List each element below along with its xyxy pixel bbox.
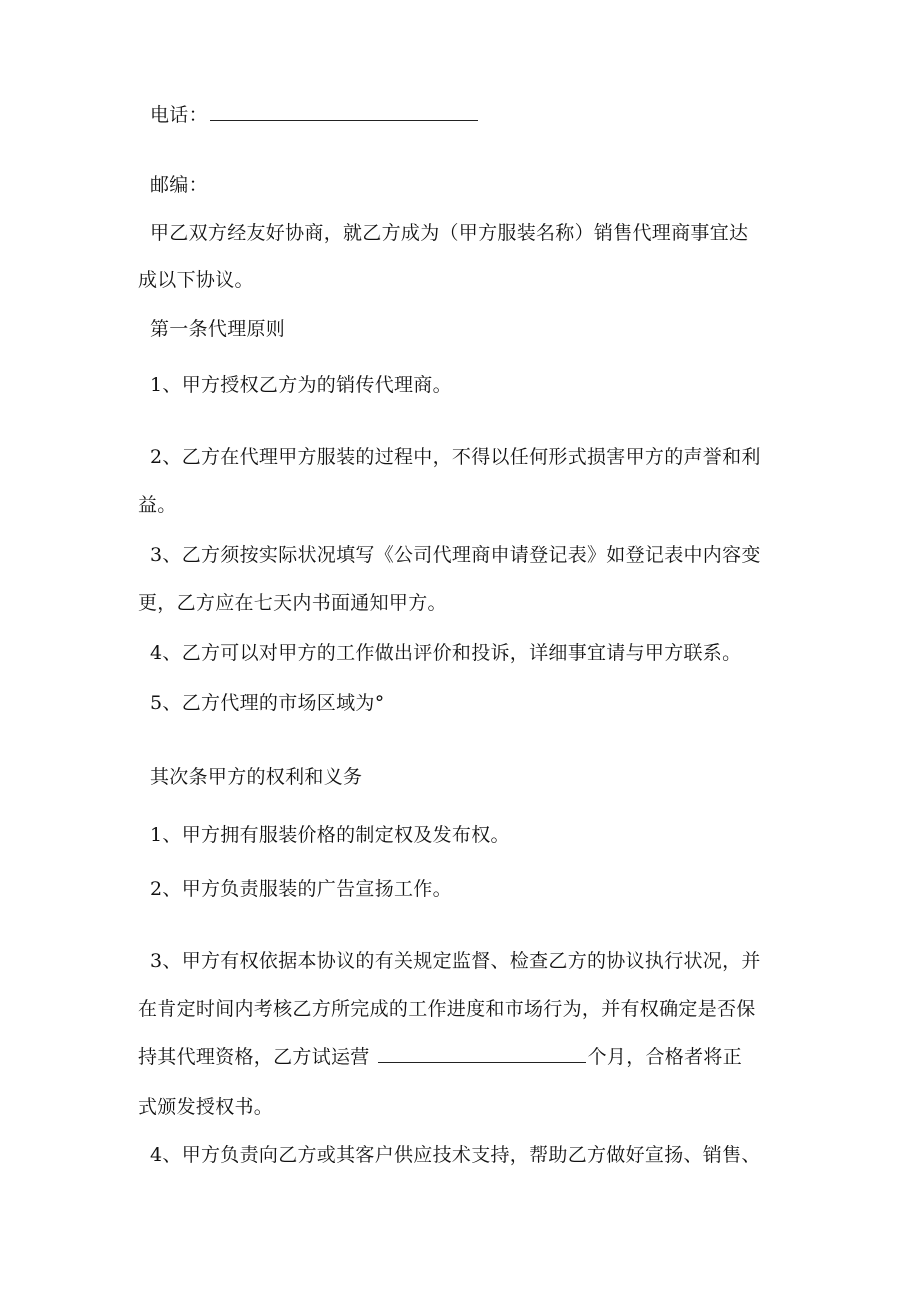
trial-months-blank[interactable] bbox=[378, 1044, 586, 1063]
phone-blank[interactable] bbox=[210, 102, 478, 121]
article1-title: 第一条代理原则 bbox=[150, 318, 286, 340]
article2-item1: 1、甲方拥有服装价格的制定权及发布权。 bbox=[150, 824, 510, 846]
postcode-line bbox=[150, 172, 208, 198]
trial-text-before: 持其代理资格，乙方试运营 bbox=[138, 1046, 370, 1068]
intro-line-2: 成以下协议。 bbox=[138, 269, 254, 291]
article1-item4: 4、乙方可以对甲方的工作做出评价和投诉，详细事宜请与甲方联系。 bbox=[150, 642, 742, 664]
intro-line-1: 甲乙双方经友好协商，就乙方成为（甲方服装名称）销售代理商事宜达 bbox=[150, 222, 749, 244]
article2-item2: 2、甲方负责服装的广告宣扬工作。 bbox=[150, 878, 452, 900]
article1-item1: 1、甲方授权乙方为的销传代理商。 bbox=[150, 374, 452, 396]
article2-item3-line2: 在肯定时间内考核乙方所完成的工作进度和市场行为，并有权确定是否保 bbox=[138, 998, 756, 1020]
article1-item2-line2: 益。 bbox=[138, 494, 177, 516]
phone-line bbox=[150, 102, 480, 128]
article1-item2-line1: 2、乙方在代理甲方服装的过程中，不得以任何形式损害甲方的声誉和利 bbox=[150, 446, 761, 468]
article2-title: 其次条甲方的权利和义务 bbox=[150, 766, 363, 788]
article1-item3-line2: 更，乙方应在七天内书面通知甲方。 bbox=[138, 592, 447, 614]
article2-item3-line4: 式颁发授权书。 bbox=[138, 1096, 274, 1118]
article2-item3-line3 bbox=[138, 1044, 742, 1070]
article1-item5: 5、乙方代理的市场区域为° bbox=[150, 692, 385, 714]
postcode-label: 邮编： bbox=[150, 174, 208, 196]
phone-label: 电话： bbox=[150, 104, 208, 126]
article2-item4: 4、甲方负责向乙方或其客户供应技术支持，帮助乙方做好宣扬、销售、 bbox=[150, 1144, 761, 1166]
trial-text-after: 个月，合格者将正 bbox=[587, 1046, 743, 1068]
article1-item3-line1: 3、乙方须按实际状况填写《公司代理商申请登记表》如登记表中内容变 bbox=[150, 544, 761, 566]
article2-item3-line1: 3、甲方有权依据本协议的有关规定监督、检查乙方的协议执行状况，并 bbox=[150, 950, 761, 972]
